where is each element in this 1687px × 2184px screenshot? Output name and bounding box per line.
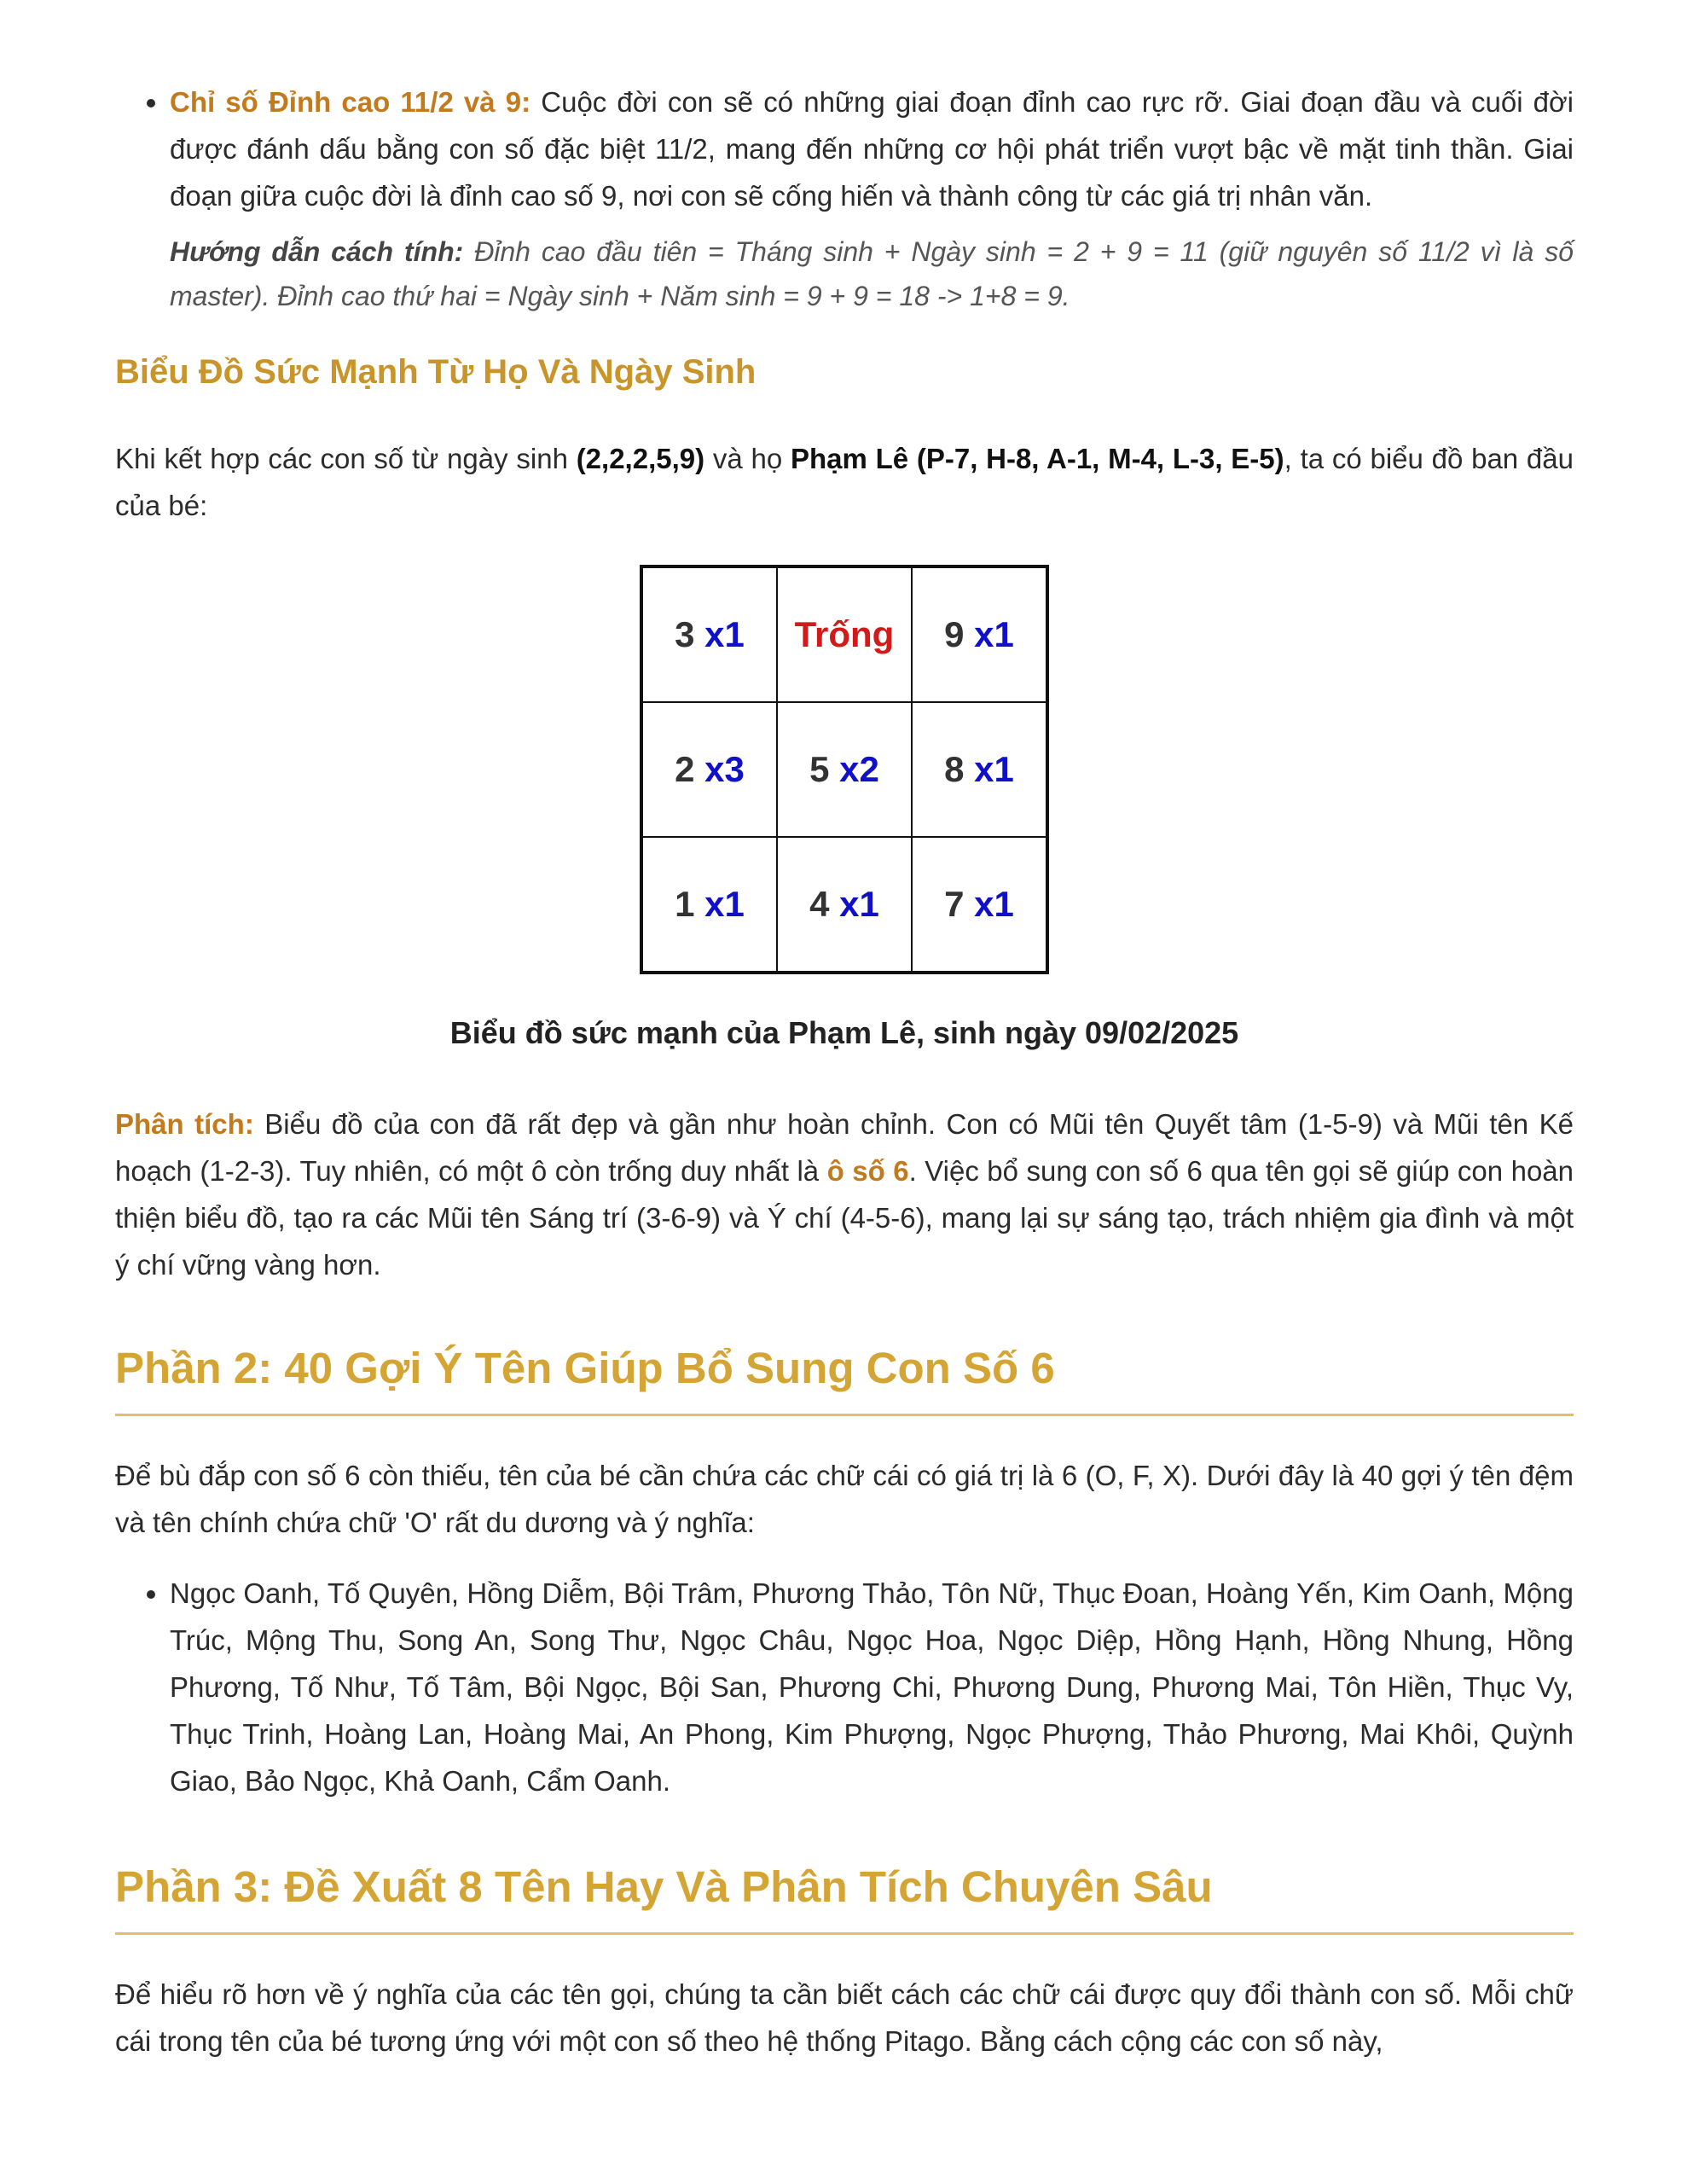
part2-title: Phần 2: 40 Gợi Ý Tên Giúp Bổ Sung Con Số 6 xyxy=(115,1343,1574,1416)
chart-section-header xyxy=(115,353,1574,392)
peak-list xyxy=(115,78,1574,219)
chart-caption: Biểu đồ sức mạnh của Phạm Lê, sinh ngày 09/02/2025 xyxy=(449,1015,1239,1050)
grid-cell: 7 x1 xyxy=(912,837,1047,973)
analysis-text xyxy=(115,1101,1574,1288)
names-list xyxy=(115,1570,1574,1804)
peak-section xyxy=(115,78,1574,318)
analysis-part-a: Biểu đồ của con đã rất đẹp và gần như hoàn chỉnh. Con có Mũi tên Quyết tâm (1-5-9) và Mũi tên Kế hoạch (1-2-3). Tuy nhiên, có một ô còn trống duy nhất là xyxy=(115,1108,1574,1187)
peak-hint xyxy=(115,229,1574,318)
analysis-label: Phân tích: xyxy=(115,1108,254,1140)
part3-intro: Để hiểu rõ hơn về ý nghĩa của các tên gọi, chúng ta cần biết cách các chữ cái được quy đổi thành con số. Mỗi chữ cái trong tên của bé tương ứng với một con số theo hệ thống Pitago. Bằng cách cộng các con số này, xyxy=(115,1978,1574,2057)
part2-intro-wrap xyxy=(115,1452,1574,1546)
intro-part-c: và họ xyxy=(704,443,791,474)
intro-surname-digits: Phạm Lê (P-7, H-8, A-1, M-4, L-3, E-5) xyxy=(790,443,1284,474)
peak-item xyxy=(170,78,1574,219)
chart-intro-text xyxy=(115,435,1574,529)
grid-cell-empty: Trống xyxy=(777,566,912,702)
strength-chart-wrap xyxy=(115,565,1574,974)
grid-cell: 4 x1 xyxy=(777,837,912,973)
grid-cell: 5 x2 xyxy=(777,702,912,837)
chart-intro xyxy=(115,435,1574,529)
grid-row xyxy=(641,566,1047,702)
peak-text: Cuộc đời con sẽ có những giai đoạn đỉnh cao rực rỡ. Giai đoạn đầu và cuối đời được đánh dấu bằng con số đặc biệt 11/2, mang đến những cơ hội phát triển vượt bậc về mặt tinh thần. Giai đoạn giữa cuộc đời là đỉnh cao số 9, nơi con sẽ cống hiến và thành công từ các giá trị nhân văn. xyxy=(170,86,1574,212)
names-item: • Ngọc Oanh, Tố Quyên, Hồng Diễm, Bội Trâm, Phương Thảo, Tôn Nữ, Thục Đoan, Hoàng Yến, Kim Oanh, Mộng Trúc, Mộng Thu, Song An, Song Thư, Ngọc Châu, Ngọc Hoa, Ngọc Diệp, Hồng Hạnh, Hồng Nhung, Hồng Phương, Tố Như, Tố Tâm, Bội Ngọc, Bội San, Phương Chi, Phương Dung, Phương Mai, Tôn Hiền, Thục Vy, Thục Trinh, Hoàng Lan, Hoàng Mai, An Phong, Kim Phượng, Ngọc Phượng, Thảo Phương, Mai Khôi, Quỳnh Giao, Bảo Ngọc, Khả Oanh, Cẩm Oanh. xyxy=(170,1570,1574,1804)
intro-birth-digits: (2,2,2,5,9) xyxy=(576,443,705,474)
part3-header xyxy=(115,1862,1574,1935)
grid-cell: 8 x1 xyxy=(912,702,1047,837)
part2-intro: Để bù đắp con số 6 còn thiếu, tên của bé cần chứa các chữ cái có giá trị là 6 (O, F, X). Dưới đây là 40 gợi ý tên đệm và tên chính chứa chữ 'O' rất du dương và ý nghĩa: xyxy=(115,1460,1574,1538)
part2-names-wrap xyxy=(115,1570,1574,1804)
chart-caption-wrap xyxy=(115,1015,1574,1051)
analysis-highlight: ô số 6 xyxy=(826,1155,909,1187)
analysis-part-b: . Việc bổ sung con số 6 qua tên gọi sẽ giúp con hoàn thiện biểu đồ, tạo ra các Mũi tên Sáng trí (3-6-9) và Ý chí (4-5-6), mang lại sự sáng tạo, trách nhiệm gia đình và một ý chí vững vàng hơn. xyxy=(115,1155,1574,1281)
peak-label: Chỉ số Đỉnh cao 11/2 và 9: xyxy=(170,86,531,118)
grid-row xyxy=(641,702,1047,837)
part3-title: Phần 3: Đề Xuất 8 Tên Hay Và Phân Tích Chuyên Sâu xyxy=(115,1862,1574,1935)
hint-label: Hướng dẫn cách tính: xyxy=(170,236,464,267)
part2-header xyxy=(115,1343,1574,1416)
intro-part-e: , ta có biểu đồ ban đầu của bé: xyxy=(115,443,1574,521)
analysis-block xyxy=(115,1101,1574,1288)
part3-intro-wrap xyxy=(115,1971,1574,2065)
hint-text: Đỉnh cao đầu tiên = Tháng sinh + Ngày sinh = 2 + 9 = 11 (giữ nguyên số 11/2 vì là số master). Đỉnh cao thứ hai = Ngày sinh + Năm sinh = 9 + 9 = 18 -> 1+8 = 9. xyxy=(170,236,1574,311)
grid-cell: 3 x1 xyxy=(641,566,777,702)
grid-cell: 9 x1 xyxy=(912,566,1047,702)
strength-chart-grid xyxy=(640,565,1049,974)
grid-cell: 1 x1 xyxy=(641,837,777,973)
intro-part-a: Khi kết hợp các con số từ ngày sinh xyxy=(115,443,577,474)
grid-row xyxy=(641,837,1047,973)
chart-section-title: Biểu Đồ Sức Mạnh Từ Họ Và Ngày Sinh xyxy=(115,353,757,391)
grid-cell: 2 x3 xyxy=(641,702,777,837)
